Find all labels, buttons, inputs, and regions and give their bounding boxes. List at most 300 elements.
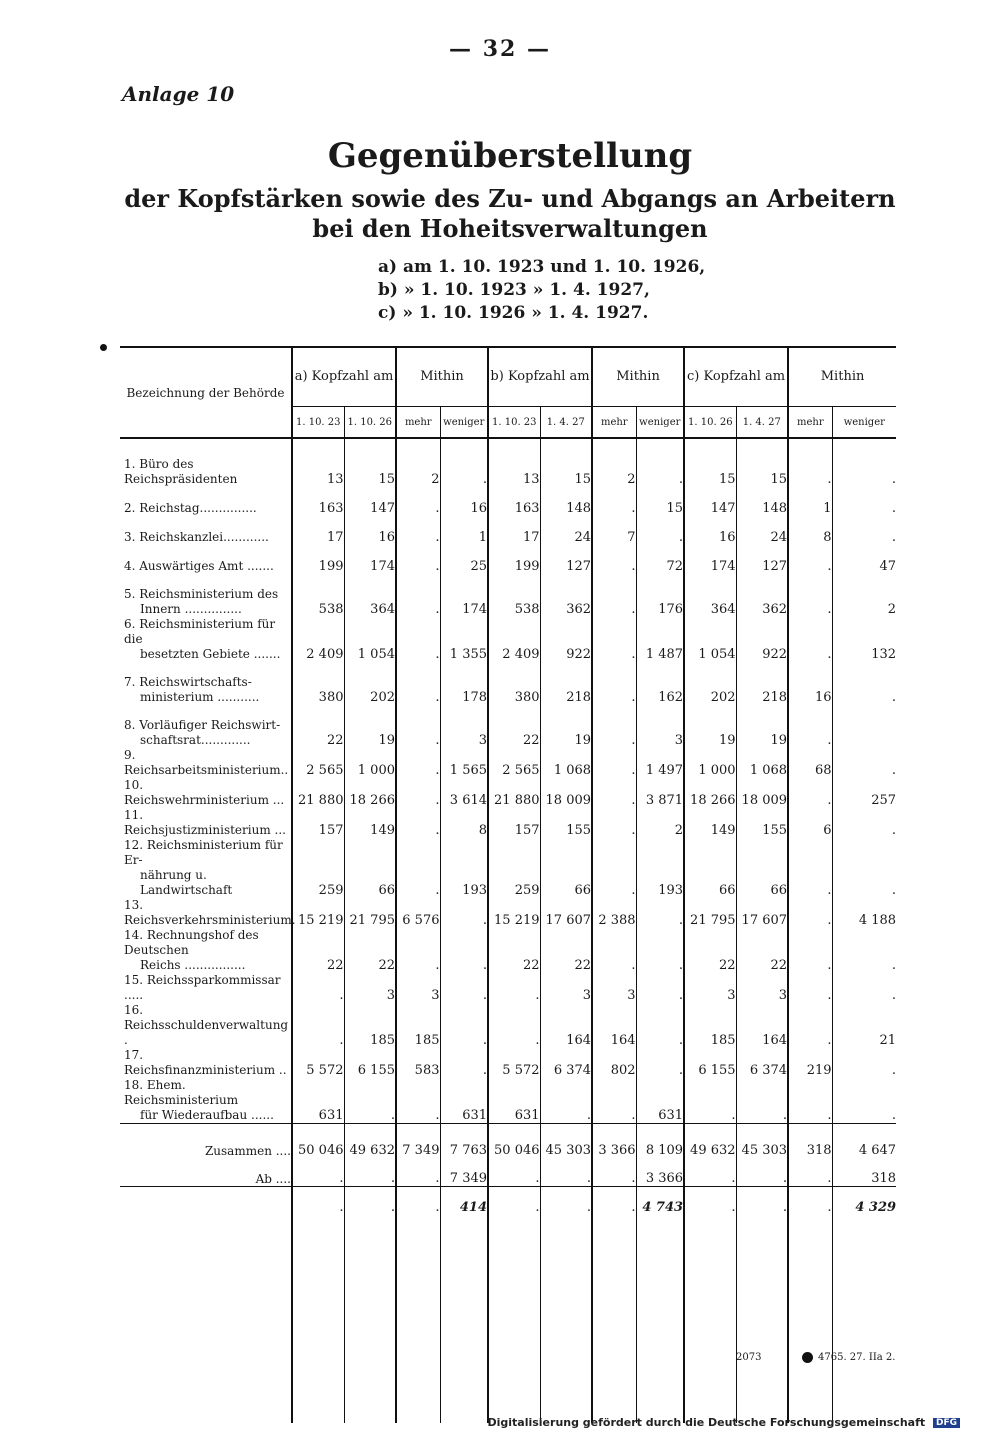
value-cell: 45 303 <box>540 1124 592 1159</box>
value-cell: 15 <box>736 457 788 487</box>
value-cell: . <box>592 778 636 808</box>
value-cell: 132 <box>832 617 896 662</box>
value-cell: . <box>396 928 440 973</box>
value-cell: . <box>592 1078 636 1124</box>
value-cell: 2 <box>396 457 440 487</box>
value-cell: 8 <box>440 808 488 838</box>
table-row <box>120 1078 896 1124</box>
authority-name-line: Innern ............... <box>140 602 242 616</box>
value-cell: . <box>832 838 896 898</box>
value-cell: 193 <box>636 838 684 898</box>
document-subtitle-1: der Kopfstärken sowie des Zu- und Abgangs an Arbeitern <box>124 184 896 213</box>
value-cell: 6 374 <box>736 1048 788 1078</box>
value-cell: 199 <box>292 545 344 574</box>
authority-name-line: 13. Reichsverkehrsministerium. <box>124 898 296 927</box>
value-cell: 257 <box>832 778 896 808</box>
authority-name-line: 3. Reichskanzlei............ <box>124 530 269 544</box>
authority-name-line: 6. Reichsministerium für die <box>124 617 276 646</box>
authority-name <box>120 1048 292 1078</box>
value-cell: 3 366 <box>592 1124 636 1159</box>
value-cell: 22 <box>292 928 344 973</box>
value-cell: . <box>592 705 636 748</box>
authority-name-line: 17. Reichsfinanzministerium .. <box>124 1048 287 1077</box>
table-row <box>120 617 896 662</box>
print-reference: 4765. 27. IIa 2. <box>818 1352 896 1363</box>
value-cell: 1 <box>440 516 488 545</box>
authority-name-line: nährung u. Landwirtschaft <box>140 868 233 897</box>
value-cell: 163 <box>488 487 540 516</box>
sum-row <box>120 1124 896 1159</box>
printer-seal-icon <box>802 1352 813 1363</box>
subheader-cell: 1. 10. 23 <box>292 407 344 439</box>
value-cell: 157 <box>292 808 344 838</box>
value-cell: 164 <box>540 1003 592 1048</box>
sum-label: Zusammen .... <box>120 1124 292 1159</box>
table-row <box>120 778 896 808</box>
value-cell: 3 <box>736 973 788 1003</box>
ab-label: Ab .... <box>255 1172 291 1186</box>
value-cell: 50 046 <box>488 1124 540 1159</box>
value-cell: 22 <box>540 928 592 973</box>
page-number: — 32 — <box>449 36 551 62</box>
value-cell: 7 349 <box>396 1124 440 1159</box>
value-cell: . <box>636 928 684 973</box>
value-cell: 922 <box>736 617 788 662</box>
value-cell: . <box>736 1187 788 1228</box>
value-cell: 193 <box>440 838 488 898</box>
value-cell: . <box>488 1187 540 1228</box>
header-mithin-b: Mithin <box>592 347 684 407</box>
value-cell: 174 <box>440 574 488 617</box>
value-cell: 164 <box>736 1003 788 1048</box>
value-cell: 21 880 <box>488 778 540 808</box>
value-cell: . <box>440 898 488 928</box>
value-cell: . <box>788 705 832 748</box>
date-range-a: a) am 1. 10. 1923 und 1. 10. 1926, <box>378 257 706 277</box>
value-cell: 4 329 <box>832 1187 896 1228</box>
value-cell: . <box>344 1078 396 1124</box>
value-cell: 19 <box>684 705 736 748</box>
subheader-cell: mehr <box>396 407 440 439</box>
value-cell: . <box>488 1158 540 1187</box>
value-cell: . <box>832 973 896 1003</box>
subheader-cell: mehr <box>788 407 832 439</box>
value-cell: 50 046 <box>292 1124 344 1159</box>
value-cell: 149 <box>684 808 736 838</box>
value-cell: . <box>788 778 832 808</box>
value-cell: 6 155 <box>684 1048 736 1078</box>
value-cell: 18 266 <box>344 778 396 808</box>
value-cell: . <box>344 1187 396 1228</box>
value-cell: 3 <box>540 973 592 1003</box>
value-cell: . <box>396 1187 440 1228</box>
value-cell: . <box>396 574 440 617</box>
value-cell: . <box>440 457 488 487</box>
value-cell: 2 565 <box>292 748 344 778</box>
value-cell: 3 <box>396 973 440 1003</box>
table-row <box>120 973 896 1003</box>
print-mark: 2073 <box>736 1352 762 1363</box>
value-cell: . <box>592 1158 636 1187</box>
footer-credit-text: Digitalisierung gefördert durch die Deutsche Forschungsgemeinschaft <box>487 1416 926 1429</box>
header-mithin-c: Mithin <box>788 347 896 407</box>
footer-credit <box>487 1416 960 1429</box>
value-cell: . <box>396 1158 440 1187</box>
value-cell: 1 000 <box>684 748 736 778</box>
value-cell: 5 572 <box>488 1048 540 1078</box>
value-cell: . <box>788 838 832 898</box>
document-title: Gegenüberstellung <box>327 136 693 176</box>
authority-name-line: 16. Reichsschuldenverwaltung . <box>124 1003 289 1047</box>
value-cell: 631 <box>292 1078 344 1124</box>
value-cell: 2 565 <box>488 748 540 778</box>
value-cell: 185 <box>684 1003 736 1048</box>
value-cell: 66 <box>344 838 396 898</box>
value-cell: 162 <box>636 662 684 705</box>
value-cell: 185 <box>344 1003 396 1048</box>
value-cell: 22 <box>736 928 788 973</box>
value-cell: . <box>788 457 832 487</box>
value-cell: . <box>832 662 896 705</box>
value-cell: 7 763 <box>440 1124 488 1159</box>
value-cell: 4 647 <box>832 1124 896 1159</box>
value-cell: 17 607 <box>540 898 592 928</box>
value-cell: . <box>292 973 344 1003</box>
table-row <box>120 928 896 973</box>
authority-name-line: 4. Auswärtiges Amt ....... <box>124 559 274 573</box>
value-cell <box>832 705 896 748</box>
value-cell: . <box>440 1048 488 1078</box>
value-cell: . <box>488 1003 540 1048</box>
value-cell: . <box>788 1158 832 1187</box>
value-cell: . <box>788 617 832 662</box>
value-cell: 3 <box>344 973 396 1003</box>
subheader-cell: weniger <box>636 407 684 439</box>
value-cell: 259 <box>292 838 344 898</box>
value-cell: . <box>832 457 896 487</box>
value-cell: 21 880 <box>292 778 344 808</box>
value-cell: . <box>592 662 636 705</box>
value-cell: 22 <box>488 705 540 748</box>
value-cell: 18 009 <box>736 778 788 808</box>
value-cell: 174 <box>344 545 396 574</box>
authority-name <box>120 838 292 898</box>
value-cell: 380 <box>488 662 540 705</box>
subheader-cell: 1. 4. 27 <box>736 407 788 439</box>
value-cell: 17 607 <box>736 898 788 928</box>
authority-name-line: 10. Reichswehrministerium ... <box>124 778 285 807</box>
value-cell: 3 <box>592 973 636 1003</box>
value-cell: 127 <box>736 545 788 574</box>
value-cell: . <box>636 516 684 545</box>
value-cell: 318 <box>832 1158 896 1187</box>
value-cell: 414 <box>440 1187 488 1228</box>
value-cell: . <box>592 617 636 662</box>
value-cell: 3 <box>684 973 736 1003</box>
value-cell: 15 219 <box>488 898 540 928</box>
authority-name <box>120 574 292 617</box>
value-cell: . <box>684 1187 736 1228</box>
header-group-c: c) Kopfzahl am <box>684 347 788 407</box>
value-cell: 17 <box>488 516 540 545</box>
document-subtitle-2: bei den Hoheitsverwaltungen <box>312 214 708 243</box>
authority-name-line: Reichs ................ <box>140 958 246 972</box>
annex-label: Anlage 10 <box>122 82 235 106</box>
authority-name-line: 9. Reichsarbeitsministerium.. <box>124 748 289 777</box>
authority-name-line: schaftsrat............. <box>140 733 251 747</box>
value-cell: 6 <box>788 808 832 838</box>
value-cell: . <box>396 808 440 838</box>
value-cell: . <box>788 898 832 928</box>
value-cell: 380 <box>292 662 344 705</box>
value-cell: 16 <box>788 662 832 705</box>
value-cell: 66 <box>736 838 788 898</box>
value-cell: 6 576 <box>396 898 440 928</box>
value-cell: . <box>684 1078 736 1124</box>
value-cell: 362 <box>540 574 592 617</box>
value-cell: . <box>440 973 488 1003</box>
value-cell: 17 <box>292 516 344 545</box>
authority-name-line: 2. Reichstag............... <box>124 501 257 515</box>
value-cell: . <box>292 1003 344 1048</box>
value-cell: 148 <box>540 487 592 516</box>
value-cell: 1 068 <box>540 748 592 778</box>
value-cell: 1 <box>788 487 832 516</box>
value-cell: 47 <box>832 545 896 574</box>
subheader-cell: 1. 10. 23 <box>488 407 540 439</box>
value-cell: . <box>440 928 488 973</box>
value-cell: . <box>396 778 440 808</box>
value-cell: . <box>292 1187 344 1228</box>
subheader-cell: mehr <box>592 407 636 439</box>
table-row <box>120 898 896 928</box>
value-cell: . <box>592 545 636 574</box>
value-cell: . <box>736 1158 788 1187</box>
value-cell: . <box>540 1078 592 1124</box>
result-label <box>120 1187 292 1228</box>
header-authority: Bezeichnung der Behörde <box>120 347 292 438</box>
value-cell: 24 <box>736 516 788 545</box>
margin-dot <box>100 344 107 351</box>
value-cell: 174 <box>684 545 736 574</box>
authority-name <box>120 516 292 545</box>
value-cell: 4 743 <box>636 1187 684 1228</box>
staff-comparison-table <box>120 346 896 1423</box>
value-cell: 631 <box>488 1078 540 1124</box>
value-cell: 68 <box>788 748 832 778</box>
header-group-a: a) Kopfzahl am <box>292 347 396 407</box>
value-cell: 3 366 <box>636 1158 684 1187</box>
value-cell: 13 <box>292 457 344 487</box>
value-cell: 22 <box>488 928 540 973</box>
value-cell: 1 565 <box>440 748 488 778</box>
value-cell: 2 409 <box>488 617 540 662</box>
value-cell: 15 219 <box>292 898 344 928</box>
value-cell: 163 <box>292 487 344 516</box>
value-cell: . <box>636 898 684 928</box>
value-cell: 148 <box>736 487 788 516</box>
value-cell: . <box>832 928 896 973</box>
value-cell: 219 <box>788 1048 832 1078</box>
value-cell: . <box>832 487 896 516</box>
value-cell: . <box>592 574 636 617</box>
authority-name-line: 7. Reichswirtschafts- <box>124 675 252 689</box>
subheader-cell: weniger <box>832 407 896 439</box>
value-cell: . <box>592 808 636 838</box>
value-cell: . <box>396 487 440 516</box>
value-cell: 4 188 <box>832 898 896 928</box>
value-cell: 7 349 <box>440 1158 488 1187</box>
value-cell: . <box>396 617 440 662</box>
table-row <box>120 705 896 748</box>
authority-name-line: 5. Reichsministerium des <box>124 587 279 601</box>
value-cell: 22 <box>292 705 344 748</box>
authority-name-line: 12. Reichsministerium für Er- <box>124 838 283 867</box>
date-range-c: c) » 1. 10. 1926 » 1. 4. 1927. <box>378 303 649 323</box>
value-cell: 7 <box>592 516 636 545</box>
authority-name <box>120 1078 292 1124</box>
header-group-b: b) Kopfzahl am <box>488 347 592 407</box>
value-cell: . <box>788 545 832 574</box>
authority-name-line: 14. Rechnungshof des Deutschen <box>124 928 259 957</box>
value-cell: 49 632 <box>344 1124 396 1159</box>
subheader-cell: 1. 10. 26 <box>344 407 396 439</box>
authority-name <box>120 662 292 705</box>
value-cell: 218 <box>540 662 592 705</box>
date-ranges <box>378 256 705 325</box>
authority-name-line: 1. Büro des Reichspräsidenten <box>124 457 238 486</box>
value-cell: 49 632 <box>684 1124 736 1159</box>
value-cell: 3 614 <box>440 778 488 808</box>
value-cell: . <box>788 1187 832 1228</box>
value-cell: . <box>396 705 440 748</box>
value-cell: . <box>292 1158 344 1187</box>
value-cell: . <box>488 973 540 1003</box>
table-row <box>120 1048 896 1078</box>
authority-name <box>120 545 292 574</box>
value-cell: . <box>396 545 440 574</box>
authority-name <box>120 457 292 487</box>
value-cell: 5 572 <box>292 1048 344 1078</box>
value-cell: 155 <box>540 808 592 838</box>
value-cell: 202 <box>684 662 736 705</box>
value-cell: . <box>540 1187 592 1228</box>
value-cell: . <box>636 973 684 1003</box>
authority-name-line: ministerium ........... <box>140 690 260 704</box>
value-cell: . <box>832 1048 896 1078</box>
subheader-cell: 1. 4. 27 <box>540 407 592 439</box>
table-row <box>120 516 896 545</box>
table-row <box>120 808 896 838</box>
value-cell: 22 <box>344 928 396 973</box>
value-cell: 157 <box>488 808 540 838</box>
value-cell: 147 <box>684 487 736 516</box>
value-cell: 16 <box>344 516 396 545</box>
value-cell: 364 <box>684 574 736 617</box>
value-cell: 2 <box>592 457 636 487</box>
value-cell: . <box>788 1078 832 1124</box>
value-cell: 147 <box>344 487 396 516</box>
authority-name <box>120 748 292 778</box>
authority-name <box>120 617 292 662</box>
value-cell: . <box>592 928 636 973</box>
table-row <box>120 662 896 705</box>
authority-name-line: besetzten Gebiete ....... <box>140 647 281 661</box>
value-cell: . <box>832 1078 896 1124</box>
value-cell: 19 <box>540 705 592 748</box>
value-cell: 8 109 <box>636 1124 684 1159</box>
value-cell: 2 <box>832 574 896 617</box>
value-cell: . <box>592 838 636 898</box>
value-cell: . <box>832 516 896 545</box>
table-row <box>120 457 896 487</box>
value-cell: . <box>684 1158 736 1187</box>
value-cell: 21 795 <box>684 898 736 928</box>
value-cell: 802 <box>592 1048 636 1078</box>
value-cell: 185 <box>396 1003 440 1048</box>
value-cell: 6 155 <box>344 1048 396 1078</box>
value-cell: 15 <box>540 457 592 487</box>
value-cell: . <box>344 1158 396 1187</box>
value-cell: 164 <box>592 1003 636 1048</box>
value-cell: 21 <box>832 1003 896 1048</box>
value-cell: 8 <box>788 516 832 545</box>
value-cell: 24 <box>540 516 592 545</box>
value-cell: 66 <box>540 838 592 898</box>
value-cell: 583 <box>396 1048 440 1078</box>
value-cell: . <box>540 1158 592 1187</box>
value-cell: 72 <box>636 545 684 574</box>
value-cell: . <box>592 1187 636 1228</box>
value-cell: 155 <box>736 808 788 838</box>
authority-name <box>120 928 292 973</box>
value-cell: 2 388 <box>592 898 636 928</box>
value-cell: . <box>736 1078 788 1124</box>
authority-name <box>120 973 292 1003</box>
value-cell: 631 <box>636 1078 684 1124</box>
value-cell: . <box>636 1003 684 1048</box>
authority-name <box>120 808 292 838</box>
value-cell: 3 871 <box>636 778 684 808</box>
value-cell: . <box>788 928 832 973</box>
value-cell: 3 <box>440 705 488 748</box>
value-cell: 318 <box>788 1124 832 1159</box>
value-cell: . <box>788 574 832 617</box>
value-cell: 2 <box>636 808 684 838</box>
value-cell: 16 <box>440 487 488 516</box>
value-cell: 1 000 <box>344 748 396 778</box>
authority-name-line: 18. Ehem. Reichsministerium <box>124 1078 239 1107</box>
value-cell: 45 303 <box>736 1124 788 1159</box>
value-cell: . <box>440 1003 488 1048</box>
value-cell: 15 <box>636 487 684 516</box>
value-cell: 2 409 <box>292 617 344 662</box>
value-cell: 202 <box>344 662 396 705</box>
authority-name <box>120 778 292 808</box>
value-cell: . <box>396 662 440 705</box>
value-cell: 19 <box>736 705 788 748</box>
value-cell: . <box>592 487 636 516</box>
value-cell: 538 <box>292 574 344 617</box>
value-cell: 1 068 <box>736 748 788 778</box>
value-cell: 19 <box>344 705 396 748</box>
value-cell: . <box>832 808 896 838</box>
value-cell: 178 <box>440 662 488 705</box>
table-row <box>120 574 896 617</box>
dfg-logo: DFG <box>933 1418 960 1428</box>
value-cell: 3 <box>636 705 684 748</box>
table-row <box>120 838 896 898</box>
